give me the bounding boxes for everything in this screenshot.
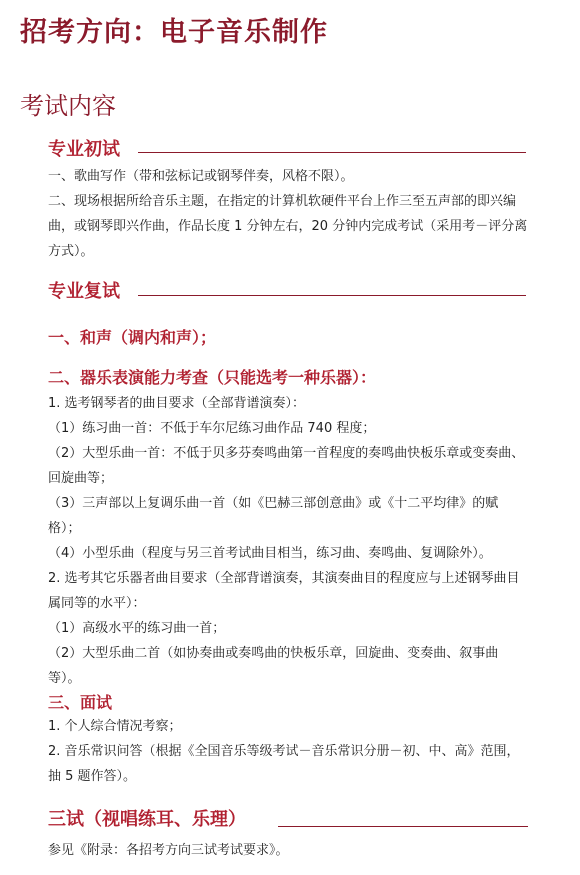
second-exam-rule (138, 295, 526, 296)
third-line: 参见《附录：各招考方向三试考试要求》。 (48, 843, 289, 858)
initial-exam-body (48, 164, 528, 264)
second-exam-heading: 专业复试 (48, 281, 120, 302)
harmony-item: 一、和声（调内和声）； (48, 328, 217, 347)
instrument-line-4: （3）三声部以上复调乐曲一首（如《巴赫三部创意曲》或《十二平均律》的赋格）； (48, 496, 499, 536)
instrument-line-5: （4）小型乐曲（程度与另三首考试曲目相当，练习曲、奏鸣曲、复调除外）。 (48, 546, 492, 561)
instrument-line-6: 2. 选考其它乐器者曲目要求（全部背谱演奏，其演奏曲目的程度应与上述钢琴曲目属同等的水平）： (48, 571, 520, 611)
third-exam-body (48, 838, 528, 863)
interview-line-2: 2. 音乐常识问答（根据《全国音乐等级考试－音乐常识分册－初、中、高》范围，抽 5 题作答）。 (48, 744, 520, 784)
instrument-item: 二、器乐表演能力考查（只能选考一种乐器）： (48, 368, 377, 387)
instrument-line-8: （2）大型乐曲二首（如协奏曲或奏鸣曲的快板乐章，回旋曲、变奏曲、叙事曲等）。 (48, 646, 499, 686)
third-exam-rule (278, 826, 528, 827)
interview-body (48, 714, 528, 789)
initial-line-2: 二、现场根据所给音乐主题，在指定的计算机软硬件平台上作三至五声部的即兴编曲，或钢琴即兴作曲，作品长度 1 分钟左右，20 分钟内完成考试（采用考－评分离方式）。 (48, 194, 528, 259)
initial-line-1: 一、歌曲写作（带和弦标记或钢琴伴奏，风格不限）。 (48, 169, 354, 184)
instrument-line-2: （1）练习曲一首：不低于车尔尼练习曲作品 740 程度； (48, 421, 376, 436)
instrument-line-7: （1）高级水平的练习曲一首； (48, 621, 226, 636)
instrument-body (48, 391, 528, 691)
page-title: 招考方向：电子音乐制作 (20, 17, 328, 48)
section-title: 考试内容 (20, 92, 116, 120)
third-exam-heading: 三试（视唱练耳、乐理） (48, 809, 246, 830)
instrument-line-1: 1. 选考钢琴者的曲目要求（全部背谱演奏）： (48, 396, 306, 411)
interview-item: 三、面试 (48, 693, 113, 712)
interview-line-1: 1. 个人综合情况考察； (48, 719, 182, 734)
initial-exam-rule (138, 152, 526, 153)
initial-exam-heading: 专业初试 (48, 139, 120, 160)
instrument-line-3: （2）大型乐曲一首：不低于贝多芬奏鸣曲第一首程度的奏鸣曲快板乐章或变奏曲、回旋曲等； (48, 446, 525, 486)
